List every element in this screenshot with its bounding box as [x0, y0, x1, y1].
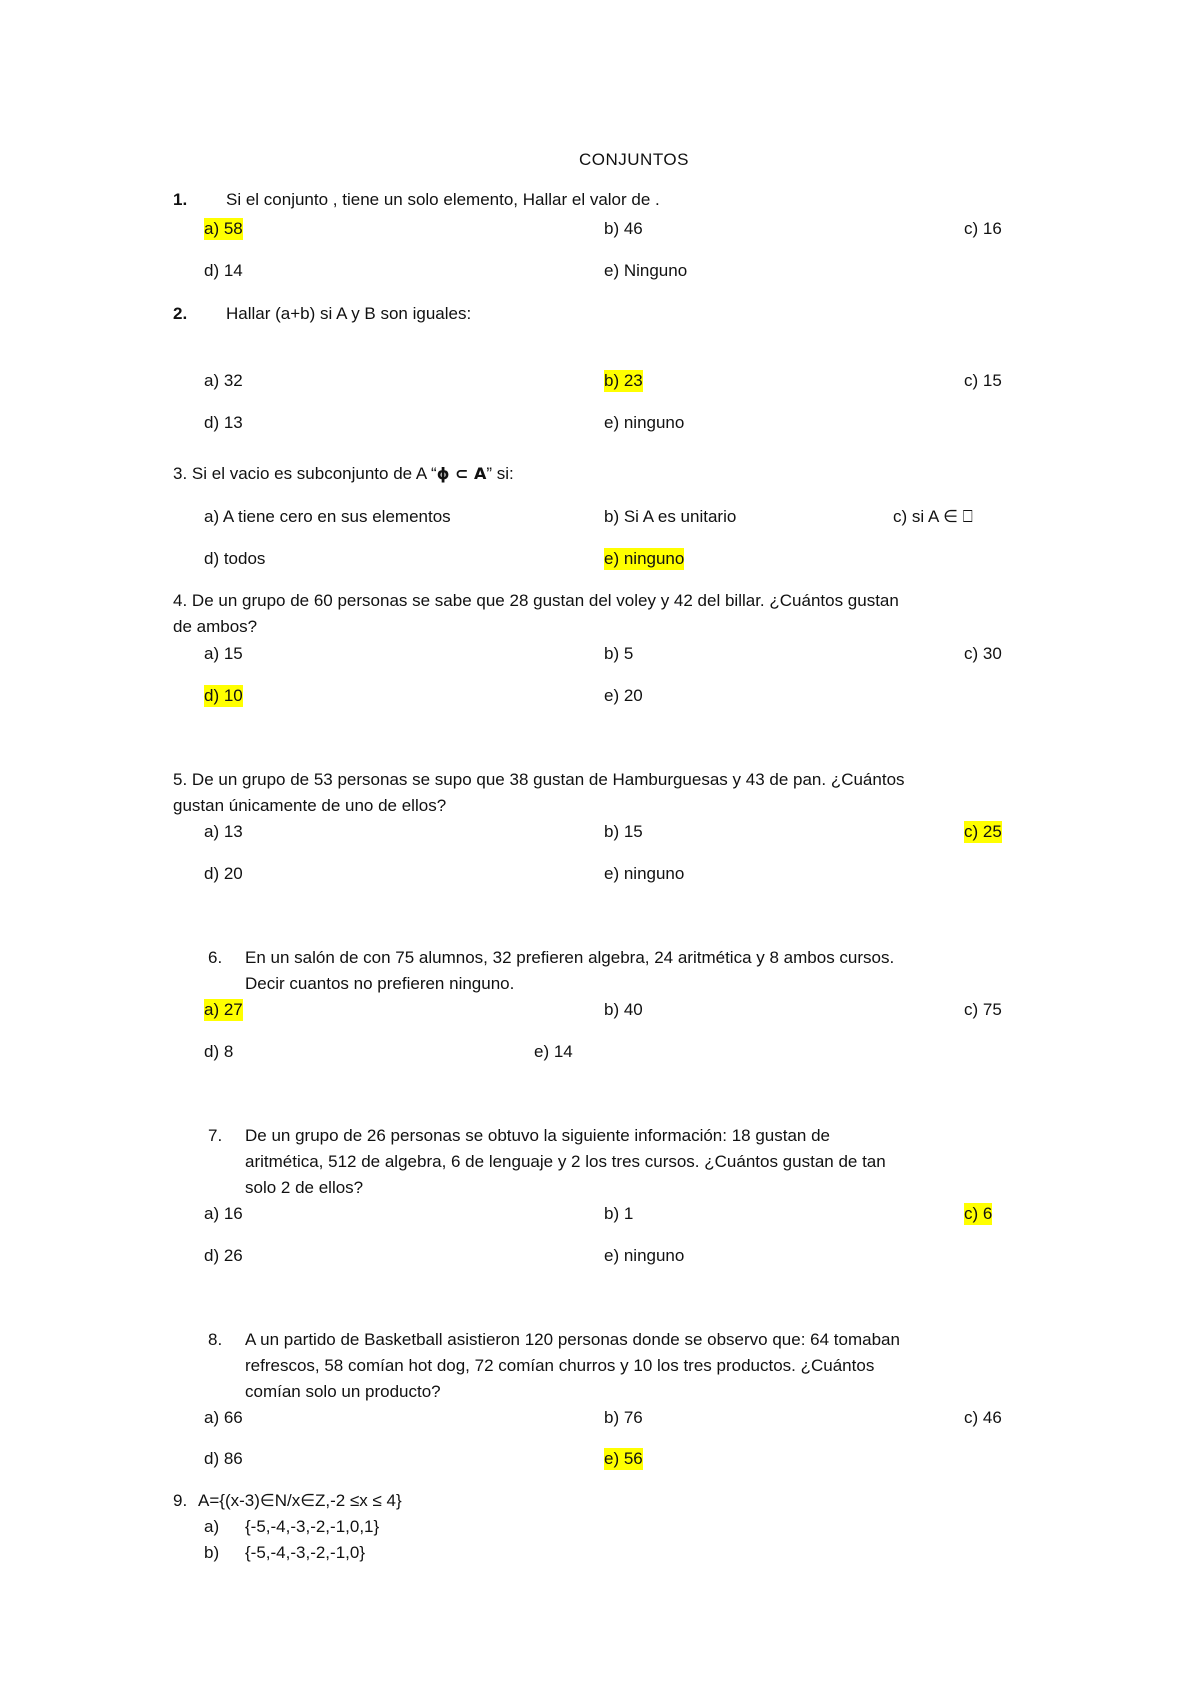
option: b) 40: [604, 1000, 643, 1019]
option: b) 1: [604, 1204, 634, 1223]
question-line: refrescos, 58 comían hot dog, 72 comían churros y 10 los tres productos. ¿Cuántos: [245, 1356, 875, 1375]
option: e) ninguno: [604, 1246, 685, 1265]
question-number: 7.: [208, 1126, 223, 1145]
option-highlighted: c) 25: [964, 822, 1002, 841]
option: d) 14: [204, 261, 243, 280]
option-value: {-5,-4,-3,-2,-1,0}: [245, 1543, 366, 1562]
option: a) 13: [204, 822, 243, 841]
option: d) 13: [204, 413, 243, 432]
option-highlighted: e) ninguno: [604, 549, 685, 568]
question-number: 6.: [208, 948, 223, 967]
option: c) 16: [964, 219, 1002, 238]
question-line: De un grupo de 60 personas se sabe que 28 gustan del voley y 42 del billar. ¿Cuántos gustan: [191, 591, 899, 610]
question-text-before: Si el vacio es subconjunto de A “: [191, 464, 437, 483]
option: a) 15: [204, 644, 243, 663]
question-number: 2.: [173, 304, 188, 323]
option: b) 15: [604, 822, 643, 841]
question-number: 3.: [173, 464, 188, 483]
option: a) A tiene cero en sus elementos: [204, 507, 451, 526]
option: d) 26: [204, 1246, 243, 1265]
question-line: Decir cuantos no prefieren ninguno.: [245, 974, 515, 993]
option: b) 76: [604, 1408, 643, 1427]
question-line: aritmética, 512 de algebra, 6 de lenguaje y 2 los tres cursos. ¿Cuántos gustan de tan: [245, 1152, 886, 1171]
option: d) 20: [204, 864, 243, 883]
page-title: CONJUNTOS: [579, 150, 689, 169]
question-number: 8.: [208, 1330, 223, 1349]
option: a) 32: [204, 371, 243, 390]
question-text: A={(x-3)∈N/x∈Z,-2 ≤x ≤ 4}: [198, 1491, 402, 1510]
option: d) todos: [204, 549, 266, 568]
question-text: [173, 590, 899, 612]
option: d) 86: [204, 1449, 243, 1468]
question-line: comían solo un producto?: [245, 1382, 441, 1401]
option-letter: a): [204, 1517, 220, 1536]
option-value: {-5,-4,-3,-2,-1,0,1}: [245, 1517, 380, 1536]
question-number: 4.: [173, 591, 188, 610]
question-line: De un grupo de 26 personas se obtuvo la siguiente información: 18 gustan de: [245, 1126, 831, 1145]
option-highlighted: c) 6: [964, 1204, 993, 1223]
question-number: 5.: [173, 770, 188, 789]
option: e) 20: [604, 686, 643, 705]
question-text: Hallar (a+b) si A y B son iguales:: [226, 304, 472, 323]
option: c) 30: [964, 644, 1002, 663]
option: a) 66: [204, 1408, 243, 1427]
option-highlighted: a) 58: [204, 219, 243, 238]
option: c) si A ∈ ⎕: [893, 507, 973, 526]
option: c) 75: [964, 1000, 1002, 1019]
option-highlighted: d) 10: [204, 686, 243, 705]
option: b) 46: [604, 219, 643, 238]
option: e) Ninguno: [604, 261, 688, 280]
question-number: 1.: [173, 190, 188, 209]
option: c) 15: [964, 371, 1002, 390]
option: e) 14: [534, 1042, 573, 1061]
question-text: [173, 463, 514, 485]
question-line: solo 2 de ellos?: [245, 1178, 364, 1197]
question-text: [173, 769, 905, 791]
option: b) 5: [604, 644, 634, 663]
subset-symbol: ϕ ⊂ A: [436, 464, 487, 483]
option: d) 8: [204, 1042, 234, 1061]
question-line: gustan únicamente de uno de ellos?: [173, 796, 447, 815]
option-letter: b): [204, 1543, 220, 1562]
option-highlighted: a) 27: [204, 1000, 243, 1019]
option: a) 16: [204, 1204, 243, 1223]
question-line: de ambos?: [173, 617, 258, 636]
option-highlighted: b) 23: [604, 371, 643, 390]
question-number: 9.: [173, 1491, 188, 1510]
question-line: A un partido de Basketball asistieron 120 personas donde se observo que: 64 tomaban: [245, 1330, 900, 1349]
option: e) ninguno: [604, 413, 685, 432]
option: c) 46: [964, 1408, 1002, 1427]
option: e) ninguno: [604, 864, 685, 883]
option-highlighted: e) 56: [604, 1449, 643, 1468]
question-text: Si el conjunto , tiene un solo elemento, Hallar el valor de .: [226, 190, 660, 209]
question-text-after: ” si:: [486, 464, 514, 483]
question-line: En un salón de con 75 alumnos, 32 prefieren algebra, 24 aritmética y 8 ambos cursos.: [245, 948, 895, 967]
question-line: De un grupo de 53 personas se supo que 38 gustan de Hamburguesas y 43 de pan. ¿Cuántos: [191, 770, 905, 789]
option: b) Si A es unitario: [604, 507, 737, 526]
